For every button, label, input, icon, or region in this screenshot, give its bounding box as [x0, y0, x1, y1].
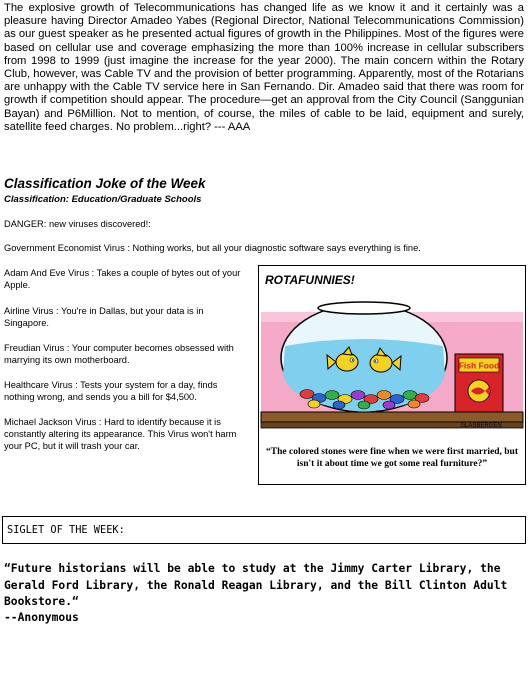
cartoon-caption: “The colored stones were fine when we were first married, but isn't it about time we got some real furniture?”	[266, 447, 518, 469]
rotafunnies-title: ROTAFUNNIES!	[265, 273, 355, 287]
virus-item-airline: Airline Virus : You're in Dallas, but your data is in Singapore.	[4, 306, 204, 328]
fish-food-box	[455, 354, 503, 412]
fish-food-label: Fish Food	[458, 360, 500, 371]
joke-section-title: Classification Joke of the Week	[4, 176, 206, 191]
rotafunnies-box	[258, 265, 526, 485]
government-virus: Government Economist Virus : Nothing works, but all your diagnostic software says everything is fine.	[4, 243, 421, 253]
siglet-box	[2, 516, 526, 544]
siglet-quote: “Future historians will be able to study at the Jimmy Carter Library, the Gerald Ford Library, the Ronald Reagan Library, and the Bill Clinton Adult Bookstore.“	[4, 562, 508, 608]
virus-item-michael-jackson: Michael Jackson Virus : Hard to identify because it is constantly altering its appearance. This Virus won't harm your PC, but it will trash your car.	[4, 417, 237, 451]
danger-line: DANGER: new viruses discovered!:	[4, 219, 151, 229]
shelf	[261, 412, 523, 422]
virus-item-adam-eve: Adam And Eve Virus : Takes a couple of bytes out of your Apple.	[4, 268, 241, 290]
cartoonist-signature: GLASBERGEN	[460, 423, 502, 429]
virus-item-healthcare: Healthcare Virus : Tests your system for a day, finds nothing wrong, and sends you a bill for $4,500.	[4, 380, 218, 402]
siglet-author: --Anonymous	[4, 611, 79, 624]
fishbowl-cartoon	[259, 294, 525, 444]
virus-item-freudian: Freudian Virus : Your computer becomes obsessed with marrying its own motherboard.	[4, 343, 234, 365]
joke-classification: Classification: Education/Graduate Schools	[4, 194, 202, 205]
fishbowl-rim	[318, 302, 410, 314]
intro-paragraph: The explosive growth of Telecommunications has changed life as we know it and it certainly was a pleasure having Director Amadeo Yabes (Regional Director, National Telecommunications Commission) as our guest speaker as he presented actual figures of growth in the Philippines. Most of the figures were based on cellular use and coverage emphasizing the more than 100% increase in cellular subscribers from 1998 to 1999 (just imagine the increase for the year 2000). The main concern within the Rotary Club, however, was Cable TV and the provision of better programming. Apparently, most of the Rotarians are unhappy with the Cable TV service here in San Fernando. Dir. Amadeo said that there was room for growth if competition should appear. The procedure—get an approval from the City Council (Sanggunian Bayan) and P6Million. Not to mention, of course, the miles of cable to be laid, equipment and surely, satellite feed charges. No problem...right? --- AAA	[4, 2, 524, 133]
siglet-label: SIGLET OF THE WEEK:	[7, 524, 125, 536]
